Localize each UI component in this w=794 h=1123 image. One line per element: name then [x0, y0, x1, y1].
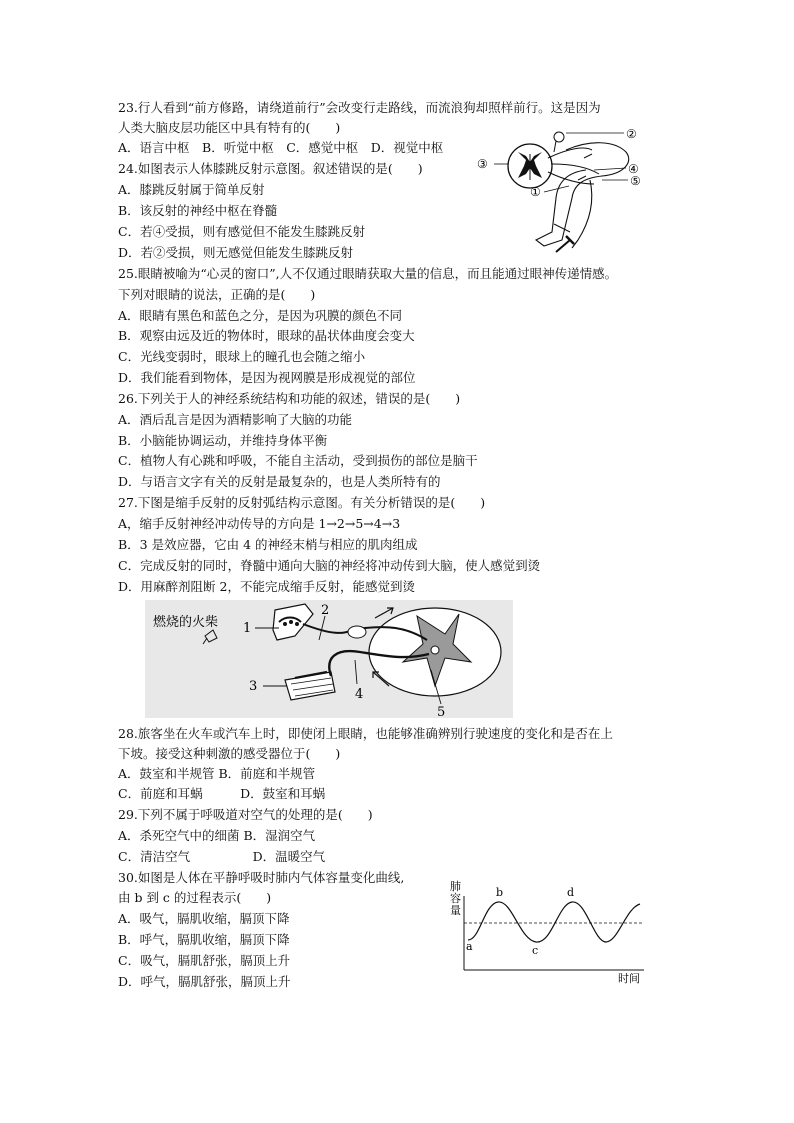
- arc-label-4: 4: [355, 687, 364, 702]
- q26-option-a: A．酒后乱言是因为酒精影响了大脑的功能: [118, 412, 353, 427]
- q30-option-b: B．呼气，膈肌收缩，膈顶下降: [118, 932, 290, 947]
- q28-options-cd: C．前庭和耳蜗 D．鼓室和耳蜗: [118, 786, 326, 801]
- knee-fig-label-3: ③: [477, 157, 488, 171]
- graph-ylabel-3: 量: [450, 904, 461, 917]
- q30-stem-line1: 30.如图是人体在平静呼吸时肺内气体容量变化曲线,: [118, 870, 405, 885]
- q27-stem: 27.下图是缩手反射的反射弧结构示意图。有关分析错误的是( ): [118, 495, 486, 510]
- withdrawal-reflex-figure: [145, 600, 513, 718]
- q25-option-a: A．眼睛有黑色和蓝色之分，是因为巩膜的颜色不同: [118, 308, 403, 323]
- knee-fig-label-2: ②: [626, 128, 637, 141]
- knee-fig-label-1: ①: [530, 185, 541, 199]
- q29-options-cd: C．清洁空气 D．温暖空气: [118, 849, 326, 864]
- q29-stem: 29.下列不属于呼吸道对空气的处理的是( ): [118, 807, 373, 822]
- q24-option-d: D．若②受损，则无感觉但能发生膝跳反射: [118, 245, 354, 260]
- q25-option-b: B．观察由远及近的物体时，眼球的晶状体曲度会变大: [118, 328, 415, 343]
- q30-stem-line2: 由 b 到 c 的过程表示( ): [118, 890, 272, 905]
- q26-option-c: C．植物人有心跳和呼吸，不能自主活动，受到损伤的部位是脑干: [118, 453, 478, 468]
- q23-stem-line1: 23.行人看到“前方修路，请绕道前行”会改变行走路线，而流浪狗却照样前行。这是因为: [118, 100, 601, 115]
- q27-option-b: B．3 是效应器，它由 4 的神经末梢与相应的肌肉组成: [118, 537, 418, 552]
- graph-point-a: a: [466, 940, 473, 953]
- q24-option-b: B．该反射的神经中枢在脊髓: [118, 203, 278, 218]
- q26-option-b: B．小脑能协调运动，并维持身体平衡: [118, 433, 328, 448]
- q28-stem-line2: 下坡。接受这种刺激的感受器位于( ): [118, 746, 341, 761]
- q30-option-c: C．吸气，膈肌舒张，膈顶上升: [118, 953, 291, 968]
- q25-stem-line2: 下列对眼睛的说法，正确的是( ): [118, 287, 316, 302]
- q29-options-ab: A．杀死空气中的细菌 B．湿润空气: [118, 828, 316, 843]
- match-label: 燃烧的火柴: [153, 615, 219, 630]
- q25-stem-line1: 25.眼睛被喻为“心灵的窗口”,人不仅通过眼睛获取大量的信息，而且能通过眼神传递情感。: [118, 266, 618, 281]
- q27-option-c: C．完成反射的同时，脊髓中通向大脑的神经将冲动传到大脑，使人感觉到烫: [118, 558, 541, 573]
- q27-option-a: A，缩手反射神经冲动传导的方向是 1→2→5→4→3: [118, 516, 401, 531]
- q30-option-a: A．吸气，膈肌收缩，膈顶下降: [118, 911, 290, 926]
- graph-point-b: b: [496, 886, 504, 899]
- q23-options: A．语言中枢 B．听觉中枢 C．感觉中枢 D．视觉中枢: [118, 140, 444, 155]
- arc-label-3: 3: [249, 679, 258, 694]
- knee-reflex-figure: [474, 128, 654, 258]
- q23-stem-line2: 人类大脑皮层功能区中具有特有的( ): [118, 120, 341, 135]
- lung-volume-graph: [446, 876, 656, 984]
- arc-label-2: 2: [321, 603, 330, 618]
- knee-fig-label-5: ⑤: [630, 174, 641, 188]
- q26-option-d: D．与语言文字有关的反射是最复杂的，也是人类所特有的: [118, 474, 441, 489]
- arc-label-1: 1: [243, 621, 252, 636]
- knee-fig-label-4: ④: [628, 162, 639, 176]
- q26-stem: 26.下列关于人的神经系统结构和功能的叙述，错误的是( ): [118, 391, 461, 406]
- arc-label-5: 5: [437, 705, 446, 718]
- q25-option-c: C．光线变弱时，眼球上的瞳孔也会随之缩小: [118, 349, 366, 364]
- q30-option-d: D．呼气，膈肌舒张，膈顶上升: [118, 974, 291, 989]
- q28-stem-line1: 28.旅客坐在火车或汽车上时，即使闭上眼睛，也能够准确辨别行驶速度的变化和是否在上: [118, 726, 613, 741]
- graph-point-c: c: [532, 944, 539, 957]
- q25-option-d: D．我们能看到物体，是因为视网膜是形成视觉的部位: [118, 370, 416, 385]
- graph-ylabel-2: 容: [450, 892, 461, 905]
- q24-stem: 24.如图表示人体膝跳反射示意图。叙述错误的是( ): [118, 161, 423, 176]
- graph-point-d: d: [567, 886, 575, 899]
- q27-option-d: D．用麻醉剂阻断 2，不能完成缩手反射，能感觉到烫: [118, 579, 415, 594]
- graph-xlabel: 时间: [618, 972, 640, 984]
- q24-option-c: C．若④受损，则有感觉但不能发生膝跳反射: [118, 224, 366, 239]
- q24-option-a: A．膝跳反射属于简单反射: [118, 182, 265, 197]
- q28-options-ab: A．鼓室和半规管 B．前庭和半规管: [118, 766, 316, 781]
- graph-ylabel-1: 肺: [450, 880, 461, 893]
